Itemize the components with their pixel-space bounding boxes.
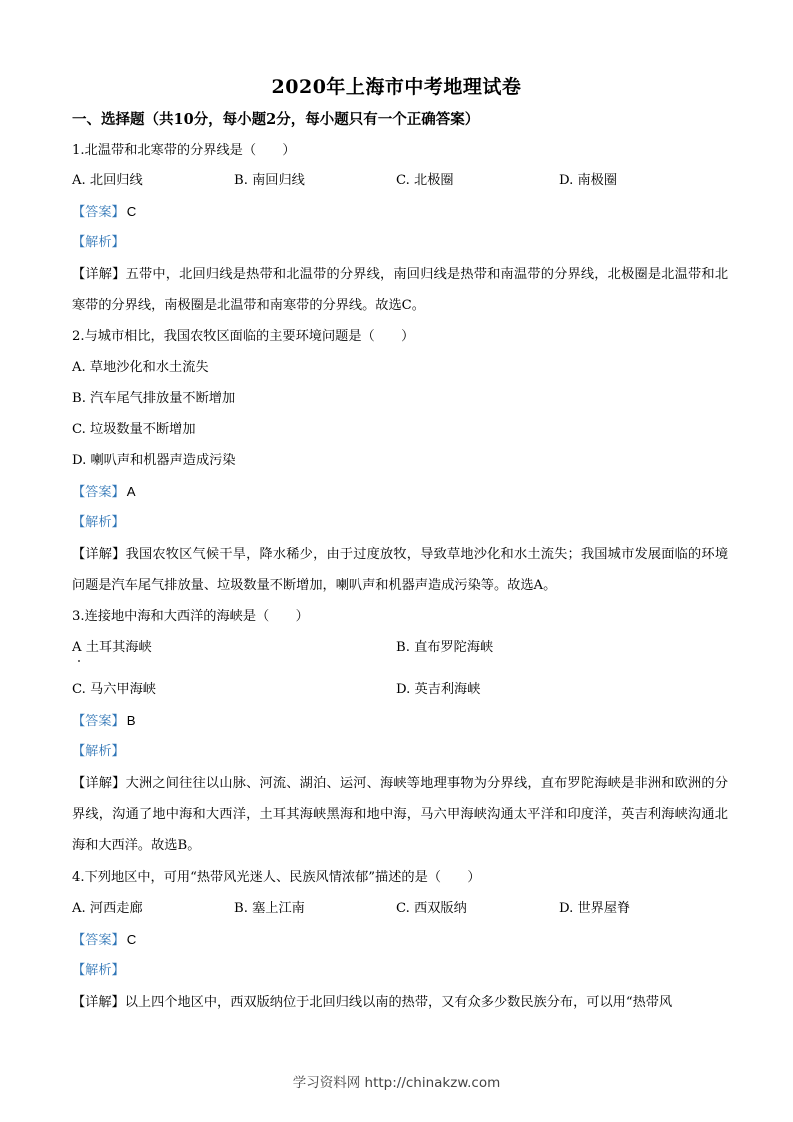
q2-detail <box>72 539 728 601</box>
page-title: 2020年上海市中考地理试卷 <box>271 76 522 98</box>
analysis-label: 【解析】 <box>72 963 125 978</box>
q4-option-d: D. 世界屋脊 <box>559 901 631 916</box>
q1-option-b: B. 南回归线 <box>234 173 305 188</box>
q4-option-c: C. 西双版纳 <box>396 901 467 916</box>
q3-detail <box>72 768 728 861</box>
analysis-label: 【解析】 <box>72 515 125 530</box>
q4-option-a: A. 河西走廊 <box>72 901 143 916</box>
q2-option-c: C. 垃圾数量不断增加 <box>72 422 196 437</box>
answer-label: 【答案】 <box>72 205 125 220</box>
question-3-stem: 3.连接地中海和大西洋的海峡是（ ） <box>72 609 309 624</box>
q4-option-b: B. 塞上江南 <box>234 901 305 916</box>
q1-detail <box>72 259 728 321</box>
detail-text: 五带中，北回归线是热带和北温带的分界线，南回归线是热带和南温带的分界线，北极圈是北温带和北寒带的分界线，南极圈是北温带和南寒带的分界线。故选C。 <box>72 267 729 313</box>
stray-mark <box>78 660 80 662</box>
answer-label: 【答案】 <box>72 714 125 729</box>
answer-label: 【答案】 <box>72 933 125 948</box>
answer-value: B <box>126 713 136 728</box>
section-heading: 一、选择题（共10分，每小题2分，每小题只有一个正确答案） <box>72 111 480 128</box>
q1-option-c: C. 北极圈 <box>396 173 454 188</box>
q1-option-d: D. 南极圈 <box>559 173 618 188</box>
q3-option-d: D. 英吉利海峡 <box>396 682 481 697</box>
detail-label: 【详解】 <box>72 776 126 791</box>
detail-label: 【详解】 <box>72 267 126 282</box>
analysis-label: 【解析】 <box>72 744 125 759</box>
q3-option-b: B. 直布罗陀海峡 <box>396 640 494 655</box>
detail-label: 【详解】 <box>72 995 125 1010</box>
detail-text: 我国农牧区气候干旱，降水稀少，由于过度放牧，导致草地沙化和水土流失；我国城市发展面临的环境问题是汽车尾气排放量、垃圾数量不断增加，喇叭声和机器声造成污染等。故选A。 <box>72 547 729 593</box>
detail-label: 【详解】 <box>72 547 126 562</box>
q2-answer <box>72 482 136 503</box>
q3-answer <box>72 711 136 732</box>
q1-option-a: A. 北回归线 <box>72 173 143 188</box>
q2-option-a: A. 草地沙化和水土流失 <box>72 360 209 375</box>
answer-label: 【答案】 <box>72 485 125 500</box>
q4-detail <box>72 987 728 1018</box>
page-footer: 学习资料网 http://chinakzw.com <box>292 1075 501 1091</box>
question-4-stem: 4.下列地区中，可用“热带风光迷人、民族风情浓郁”描述的是（ ） <box>72 870 481 885</box>
q2-option-d: D. 喇叭声和机器声造成污染 <box>72 453 236 468</box>
analysis-label: 【解析】 <box>72 235 125 250</box>
question-1-stem: 1.北温带和北寒带的分界线是（ ） <box>72 143 296 158</box>
q4-answer <box>72 930 136 951</box>
q3-option-c: C. 马六甲海峡 <box>72 682 156 697</box>
q1-analysis <box>72 233 125 253</box>
question-2-stem: 2.与城市相比，我国农牧区面临的主要环境问题是（ ） <box>72 329 415 344</box>
q1-answer <box>72 202 136 223</box>
answer-value: C <box>126 204 137 219</box>
q2-option-b: B. 汽车尾气排放量不断增加 <box>72 391 236 406</box>
answer-value: C <box>126 932 137 947</box>
detail-text: 以上四个地区中，西双版纳位于北回归线以南的热带，又有众多少数民族分布，可以用“热带风 <box>124 995 673 1010</box>
detail-text: 大洲之间往往以山脉、河流、湖泊、运河、海峡等地理事物为分界线，直布罗陀海峡是非洲和欧洲的分界线，沟通了地中海和大西洋，土耳其海峡黑海和地中海，马六甲海峡沟通太平洋和印度洋，英吉利海峡沟通北海和大西洋。故选B。 <box>72 776 729 853</box>
q2-analysis <box>72 513 125 533</box>
q4-analysis <box>72 961 125 981</box>
q3-option-a: A 土耳其海峡 <box>72 640 152 655</box>
answer-value: A <box>126 484 136 499</box>
q3-analysis <box>72 742 125 762</box>
